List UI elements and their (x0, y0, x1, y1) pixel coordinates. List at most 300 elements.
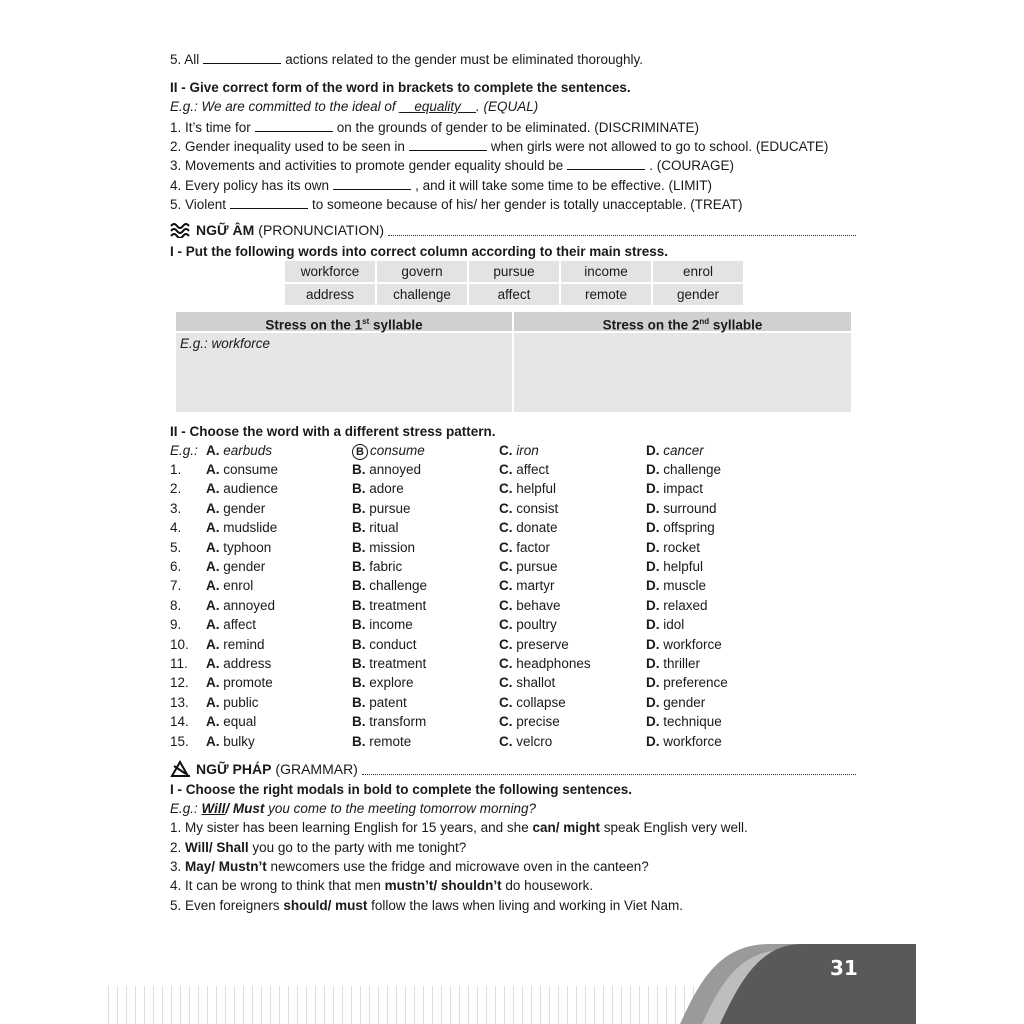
option-letter: D. (646, 636, 660, 652)
row-number: 6. (170, 559, 182, 574)
option-word: challenge (663, 462, 722, 477)
modal-options[interactable]: should/ must (283, 898, 368, 913)
option-d[interactable] (646, 443, 704, 459)
option-word: velcro (516, 733, 553, 749)
option-word: remind (223, 636, 265, 652)
row-number: 14. (170, 714, 189, 730)
option-c[interactable] (499, 734, 552, 750)
option-letter: B. (352, 733, 366, 749)
option-letter: C. (499, 578, 513, 594)
option-letter: A. (206, 714, 220, 730)
option-letter: C. (499, 694, 513, 710)
section-heading: I - Put the following words into correct column according to their main stress. (170, 244, 669, 259)
answer-blank[interactable] (409, 138, 487, 151)
option-letter: C. (499, 636, 513, 652)
option-d[interactable] (646, 559, 703, 575)
mc-question-row (170, 656, 870, 675)
option-d[interactable] (646, 714, 722, 730)
option-word: muscle (663, 578, 707, 594)
option-word: headphones (516, 656, 591, 671)
option-letter: A. (206, 481, 220, 497)
option-a[interactable] (206, 540, 271, 556)
option-letter: B. (352, 636, 366, 652)
option-word: annoyed (223, 597, 276, 613)
line-text: to someone because of his/ her gender is totally unacceptable. (TREAT) (312, 197, 743, 212)
option-c[interactable] (499, 675, 555, 691)
option-letter: C. (499, 597, 513, 613)
option-b[interactable] (352, 462, 421, 478)
mc-question-row (170, 714, 870, 733)
example-option: / Must (225, 801, 265, 816)
option-d[interactable] (646, 540, 700, 556)
grammar-item (170, 898, 683, 914)
grammar-triangle-icon (170, 760, 192, 778)
option-word: helpful (663, 559, 704, 574)
option-word: iron (516, 443, 539, 458)
option-letter: A. (206, 559, 220, 574)
option-word: adore (369, 481, 404, 497)
line-text: , and it will take some time to be effective. (LIMIT) (415, 178, 712, 193)
modal-options[interactable]: Will/ Shall (185, 840, 249, 855)
option-letter: A. (206, 500, 220, 516)
option-word: behave (516, 597, 561, 613)
line-text: 4. Every policy has its own (170, 178, 330, 193)
option-letter: D. (646, 714, 660, 730)
page-corner-decoration (680, 940, 916, 1024)
option-d[interactable] (646, 656, 700, 672)
option-letter: A. (206, 520, 220, 536)
grammar-section-header (170, 760, 856, 778)
option-word: cancer (663, 443, 704, 458)
option-a[interactable] (206, 734, 255, 750)
option-word: offspring (663, 520, 715, 536)
option-letter: B. (352, 462, 366, 477)
option-word: technique (663, 714, 722, 730)
item-text: you go to the party with me tonight? (248, 840, 467, 855)
line-text: on the grounds of gender to be eliminated. (DISCRIMINATE) (336, 120, 699, 135)
option-d[interactable] (646, 617, 684, 633)
mc-example-row (170, 443, 870, 462)
word-cell: address (285, 284, 375, 305)
column-header (514, 312, 851, 333)
option-a[interactable] (206, 637, 265, 653)
row-number: 8. (170, 597, 182, 613)
option-word: public (223, 694, 259, 710)
option-word: affect (223, 617, 257, 633)
stress-table (176, 312, 851, 412)
option-letter: D. (646, 597, 660, 613)
option-word: enrol (223, 578, 254, 594)
line-text: 5. Violent (170, 197, 227, 212)
exercise-line (170, 119, 699, 136)
row-number: 12. (170, 675, 189, 691)
option-c[interactable] (499, 637, 569, 653)
row-number: 3. (170, 500, 182, 516)
option-b[interactable] (352, 559, 402, 575)
pronunciation-section-header (170, 222, 856, 238)
option-word: gender (663, 694, 706, 710)
option-b[interactable] (352, 714, 426, 730)
option-d[interactable] (646, 462, 721, 478)
row-number: 2. (170, 481, 182, 497)
row-number: 5. (170, 539, 182, 555)
option-word: workforce (663, 636, 722, 652)
option-c[interactable] (499, 443, 539, 459)
mc-question-row (170, 578, 870, 597)
option-word: gender (223, 559, 266, 574)
header-text: Stress on the 1 (265, 317, 363, 333)
option-d[interactable] (646, 734, 722, 750)
example-answer: Will (201, 801, 226, 816)
exercise-line (170, 157, 734, 174)
option-letter: D. (646, 656, 660, 671)
header-text: syllable (709, 317, 763, 333)
option-letter: D. (646, 675, 660, 691)
option-b[interactable] (352, 656, 426, 672)
option-letter: D. (646, 443, 660, 458)
option-word: preserve (516, 636, 569, 652)
option-c[interactable] (499, 540, 550, 556)
section-heading: II - Give correct form of the word in brackets to complete the sentences. (170, 80, 631, 95)
mc-question-row (170, 462, 870, 481)
word-cell: affect (469, 284, 559, 305)
option-word: ritual (369, 520, 399, 536)
option-word: explore (369, 675, 414, 691)
example-text: E.g.: We are committed to the ideal of (170, 99, 400, 114)
exercise-line (170, 51, 643, 68)
modal-options[interactable]: May/ Mustn’t (185, 859, 267, 874)
footer-ruled-lines (108, 986, 758, 1024)
section-title: NGỮ ÂM (196, 222, 255, 238)
option-word: treatment (369, 597, 427, 613)
option-c[interactable] (499, 501, 558, 517)
circled-answer-icon: B (352, 444, 368, 460)
option-letter: C. (499, 617, 513, 633)
example-line (170, 99, 538, 115)
option-c[interactable] (499, 695, 566, 711)
option-word: idol (663, 617, 685, 633)
option-a[interactable] (206, 675, 273, 691)
option-letter: B. (352, 559, 366, 574)
option-word: consist (516, 500, 559, 516)
option-word: helpful (516, 481, 557, 497)
row-number: 9. (170, 617, 182, 633)
line-text: . (COURAGE) (649, 158, 734, 173)
row-number: 11. (170, 656, 188, 671)
option-letter: B. (352, 539, 366, 555)
mc-question-row (170, 734, 870, 753)
option-letter: A. (206, 597, 220, 613)
option-word: equal (223, 714, 257, 730)
option-c[interactable] (499, 462, 549, 478)
option-letter: B. (352, 617, 366, 633)
option-letter: C. (499, 714, 513, 730)
option-letter: A. (206, 694, 220, 710)
option-letter: A. (206, 462, 220, 477)
option-word: collapse (516, 694, 566, 710)
option-word: precise (516, 714, 560, 730)
word-box (285, 261, 743, 305)
option-letter: B. (352, 481, 366, 497)
word-cell: remote (561, 284, 651, 305)
word-cell: pursue (469, 261, 559, 282)
row-number: 15. (170, 733, 189, 749)
option-d[interactable] (646, 501, 717, 517)
option-b[interactable] (352, 598, 426, 614)
option-letter: B. (352, 714, 366, 730)
example-line (170, 801, 536, 817)
item-text: 3. (170, 859, 186, 874)
item-text: 5. Even foreigners (170, 898, 284, 913)
mc-question-row (170, 540, 870, 559)
answer-blank[interactable] (333, 177, 411, 190)
option-b[interactable] (352, 675, 414, 691)
option-word: mudslide (223, 520, 278, 536)
option-letter: C. (499, 520, 513, 536)
option-letter: C. (499, 443, 513, 458)
page-number: 31 (830, 956, 858, 980)
option-letter: B. (352, 656, 366, 671)
option-word: mission (369, 539, 416, 555)
row-number: E.g.: (170, 443, 198, 458)
section-heading: II - Choose the word with a different stress pattern. (170, 424, 496, 439)
mc-question-row (170, 695, 870, 714)
option-letter: D. (646, 462, 660, 477)
option-word: factor (516, 539, 551, 555)
option-b[interactable] (352, 443, 425, 460)
header-text: Stress on the 2 (602, 317, 700, 333)
option-letter: B. (352, 578, 366, 594)
item-text: speak English very well. (599, 820, 748, 835)
option-d[interactable] (646, 695, 705, 711)
option-letter: B. (352, 675, 366, 691)
answer-blank[interactable] (203, 51, 281, 64)
option-word: donate (516, 520, 558, 536)
mc-question-row (170, 481, 870, 500)
option-letter: A. (206, 675, 220, 691)
exercise-line (170, 177, 712, 194)
option-letter: C. (499, 675, 513, 691)
option-d[interactable] (646, 520, 715, 536)
option-a[interactable] (206, 617, 256, 633)
mc-question-row (170, 637, 870, 656)
item-text: 4. It can be wrong to think that men (170, 878, 385, 893)
option-letter: A. (206, 733, 220, 749)
option-letter: C. (499, 481, 513, 497)
option-word: poultry (516, 617, 557, 633)
option-a[interactable] (206, 578, 253, 594)
line-text: 3. Movements and activities to promote gender equality should be (170, 158, 564, 173)
option-a[interactable] (206, 481, 278, 497)
option-word: gender (223, 500, 266, 516)
stress-column-first[interactable] (176, 312, 512, 412)
option-word: annoyed (369, 462, 422, 477)
header-sup: st (362, 317, 370, 326)
answer-blank[interactable] (567, 157, 645, 170)
option-letter: B. (352, 500, 366, 516)
option-d[interactable] (646, 578, 706, 594)
option-b[interactable] (352, 695, 407, 711)
section-heading: I - Choose the right modals in bold to complete the following sentences. (170, 782, 633, 797)
row-number: 7. (170, 578, 182, 594)
option-word: challenge (369, 578, 428, 594)
option-word: earbuds (223, 443, 273, 458)
word-cell: govern (377, 261, 467, 282)
option-letter: D. (646, 617, 660, 633)
section-subtitle: (GRAMMAR) (275, 761, 358, 777)
row-number: 13. (170, 694, 189, 710)
row-number: 10. (170, 636, 189, 652)
option-c[interactable] (499, 520, 558, 536)
option-word: remote (369, 733, 412, 749)
item-text: newcomers use the fridge and microwave oven in the canteen? (266, 859, 649, 874)
option-c[interactable] (499, 559, 558, 575)
option-d[interactable] (646, 481, 703, 497)
option-letter: A. (206, 656, 220, 671)
line-text: actions related to the gender must be eliminated thoroughly. (285, 52, 643, 67)
option-a[interactable] (206, 462, 278, 478)
row-number: 1. (170, 462, 182, 477)
option-a[interactable] (206, 656, 271, 672)
dotted-rule (362, 764, 856, 775)
option-letter: C. (499, 733, 513, 749)
row-number: 4. (170, 520, 182, 536)
option-b[interactable] (352, 637, 417, 653)
option-b[interactable] (352, 520, 399, 536)
option-letter: D. (646, 500, 660, 516)
option-a[interactable] (206, 559, 265, 575)
word-cell: income (561, 261, 651, 282)
mc-question-row (170, 559, 870, 578)
option-word: income (369, 617, 413, 633)
option-letter: A. (206, 617, 220, 633)
option-letter: D. (646, 733, 660, 749)
option-c[interactable] (499, 656, 591, 672)
option-b[interactable] (352, 578, 427, 594)
option-letter: C. (499, 656, 513, 671)
option-word: patent (369, 694, 407, 710)
header-sup: nd (699, 317, 710, 326)
option-letter: D. (646, 559, 660, 574)
option-letter: D. (646, 694, 660, 710)
answer-blank[interactable] (255, 119, 333, 132)
option-word: address (223, 656, 272, 671)
example-answer: __equality__ (399, 99, 476, 114)
option-a[interactable] (206, 520, 277, 536)
option-a[interactable] (206, 695, 259, 711)
item-text: follow the laws when living and working in Viet Nam. (367, 898, 683, 913)
mc-question-row (170, 501, 870, 520)
option-a[interactable] (206, 443, 272, 459)
option-a[interactable] (206, 501, 265, 517)
option-word: audience (223, 481, 279, 497)
option-word: relaxed (663, 597, 708, 613)
option-b[interactable] (352, 734, 411, 750)
option-d[interactable] (646, 598, 708, 614)
grammar-item (170, 840, 466, 856)
option-c[interactable] (499, 617, 557, 633)
item-text: 2. (170, 840, 186, 855)
option-c[interactable] (499, 598, 561, 614)
grammar-item (170, 820, 748, 836)
option-b[interactable] (352, 540, 415, 556)
word-cell: challenge (377, 284, 467, 305)
option-d[interactable] (646, 675, 728, 691)
option-word: treatment (369, 656, 427, 671)
option-letter: C. (499, 500, 513, 516)
item-text: 1. My sister has been learning English for 15 years, and she (170, 820, 533, 835)
option-letter: A. (206, 443, 220, 458)
option-c[interactable] (499, 578, 555, 594)
option-b[interactable] (352, 481, 404, 497)
option-word: bulky (223, 733, 255, 749)
option-word: workforce (663, 733, 722, 749)
option-b[interactable] (352, 501, 411, 517)
answer-blank[interactable] (230, 196, 308, 209)
line-text: when girls were not allowed to go to school. (EDUCATE) (490, 139, 829, 154)
option-letter: A. (206, 578, 220, 594)
mc-question-row (170, 617, 870, 636)
modal-options[interactable]: can/ might (532, 820, 600, 835)
mc-question-row (170, 598, 870, 617)
option-word: rocket (663, 539, 701, 555)
option-letter: B. (352, 597, 366, 613)
mc-question-row (170, 520, 870, 539)
section-subtitle: (PRONUNCIATION) (258, 222, 385, 238)
option-a[interactable] (206, 714, 256, 730)
example-text: E.g.: (170, 801, 202, 816)
line-text: 5. All (170, 52, 200, 67)
option-word: pursue (516, 559, 558, 574)
option-word: promote (223, 675, 273, 691)
grammar-item (170, 878, 593, 894)
option-c[interactable] (499, 714, 560, 730)
sound-wave-icon (170, 222, 192, 238)
option-letter: D. (646, 520, 660, 536)
line-text: 2. Gender inequality used to be seen in (170, 139, 405, 154)
dotted-rule (388, 225, 856, 236)
mc-question-row (170, 675, 870, 694)
column-header (176, 312, 512, 333)
line-text: 1. It’s time for (170, 120, 251, 135)
option-word: impact (663, 481, 704, 497)
column-example: E.g.: workforce (180, 336, 271, 351)
option-a[interactable] (206, 598, 275, 614)
example-text: you come to the meeting tomorrow morning? (264, 801, 537, 816)
exercise-line (170, 196, 743, 213)
example-text: . (EQUAL) (475, 99, 539, 114)
option-b[interactable] (352, 617, 413, 633)
option-word: transform (369, 714, 427, 730)
option-word: shallot (516, 675, 556, 691)
stress-column-second[interactable] (514, 312, 851, 412)
option-word: pursue (369, 500, 411, 516)
option-word: thriller (663, 656, 701, 671)
option-word: conduct (369, 636, 417, 652)
option-c[interactable] (499, 481, 556, 497)
modal-options[interactable]: mustn’t/ shouldn’t (384, 878, 502, 893)
option-letter: A. (206, 636, 220, 652)
header-text: syllable (369, 317, 423, 333)
option-word: typhoon (223, 539, 272, 555)
option-word: affect (516, 462, 550, 477)
item-text: do housework. (501, 878, 594, 893)
option-d[interactable] (646, 637, 722, 653)
option-letter: D. (646, 539, 660, 555)
exercise-line (170, 138, 828, 155)
option-letter: C. (499, 539, 513, 555)
option-letter: B. (352, 520, 366, 536)
